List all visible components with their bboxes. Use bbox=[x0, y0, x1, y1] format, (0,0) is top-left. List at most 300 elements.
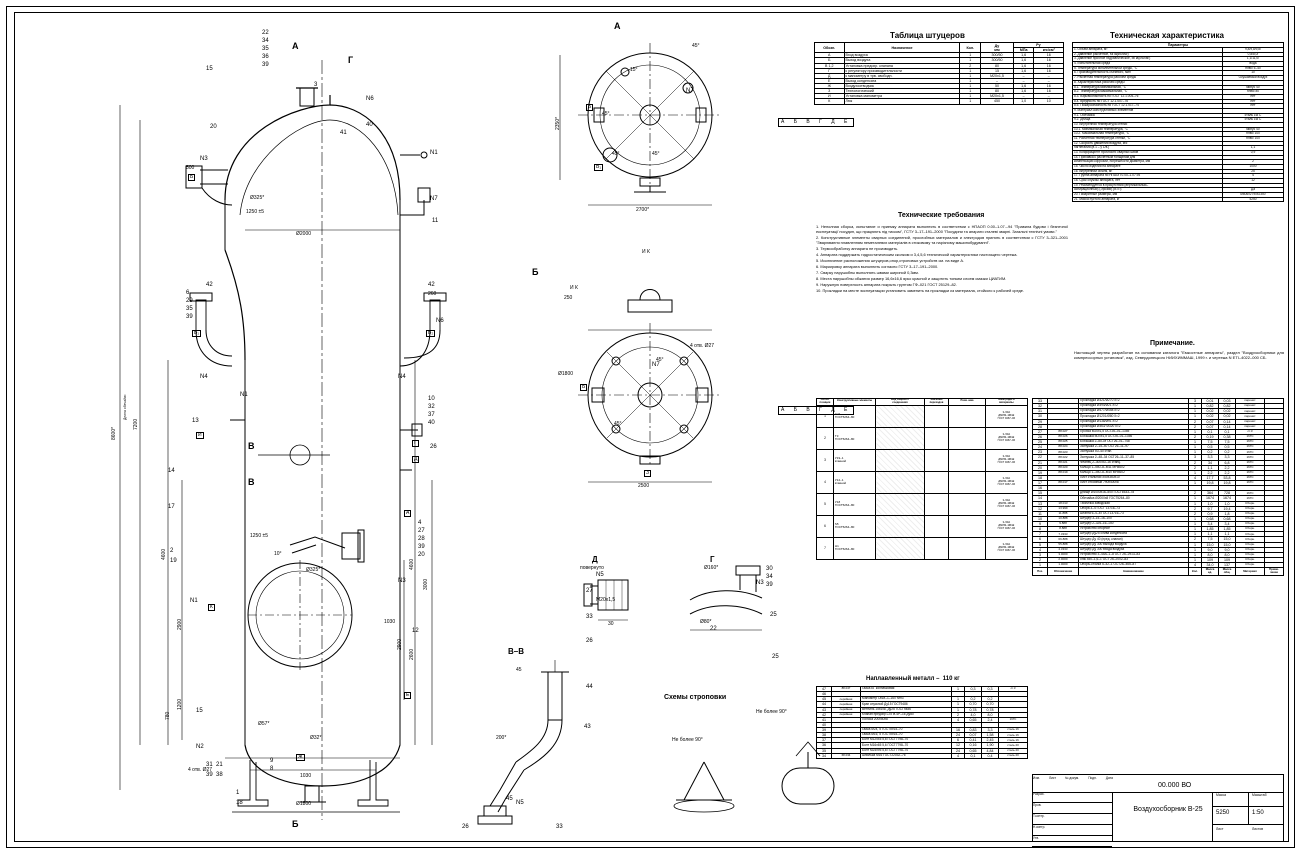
table-cell: 50 bbox=[981, 84, 1014, 89]
fastener-material-cell: 16ГС bbox=[999, 717, 1028, 722]
tech-req-list bbox=[816, 224, 1068, 294]
table-cell: 1,6 bbox=[1013, 53, 1034, 58]
spec-name-cell: Днище Ø1000х16–500 ГОСТ6533–78 bbox=[1079, 491, 1189, 496]
spec-pos-cell: 17 bbox=[1033, 481, 1048, 486]
spec-material-cell: Сборн. bbox=[1236, 552, 1265, 557]
table-cell bbox=[924, 449, 949, 471]
dim-1000deg: 1030 bbox=[384, 619, 396, 625]
spec-code-cell: 66.888 bbox=[1048, 537, 1079, 542]
table-cell: нет bbox=[1223, 99, 1284, 104]
spec-mass-unit-cell: 3,3 bbox=[1202, 455, 1219, 460]
callout-8: 8 bbox=[270, 766, 274, 772]
table-cell: аспирационный) (Эрозии) (ВТП) bbox=[1073, 188, 1223, 193]
spec-material-cell: Сборн. bbox=[1236, 506, 1265, 511]
spec-material-cell: Сборн. bbox=[1236, 516, 1265, 521]
table-cell bbox=[924, 471, 949, 493]
table-cell: 25 bbox=[1223, 169, 1284, 174]
callout-9: 9 bbox=[270, 758, 274, 764]
table-cell: 9.2. Днища bbox=[1073, 118, 1223, 123]
weld-symbol-cell bbox=[876, 471, 924, 493]
spec-mass-unit-cell: 0,19 bbox=[1202, 434, 1219, 439]
fastener-pos-cell: 39 bbox=[817, 728, 832, 733]
balloon-b-viewb: Б bbox=[582, 384, 586, 390]
spec-material-cell: Сборн. bbox=[1236, 542, 1265, 547]
stamp-field-label: Лист bbox=[1049, 776, 1056, 780]
fastener-pos-cell: 47 bbox=[817, 687, 832, 692]
fastener-material-cell: ст.3 bbox=[999, 687, 1028, 692]
spec-code-cell: 88.023 bbox=[1048, 450, 1079, 455]
table-header-cell: МПа bbox=[1013, 48, 1034, 53]
fastener-material-cell: сталь 20 bbox=[999, 748, 1028, 753]
table-cell: К bbox=[815, 99, 845, 104]
dim-view-b-250: 250 bbox=[564, 295, 573, 301]
fastener-material-cell: сталь 16 bbox=[999, 733, 1028, 738]
table-header-cell: Значение переходов bbox=[924, 399, 949, 406]
spec-mass-unit-cell: 0,5 bbox=[1202, 445, 1219, 450]
table-cell: 1,6 bbox=[1013, 68, 1034, 73]
tech-req-item: 4. Аппарата поддержать гидростатическим сколком и 3,4,5,6 технической характеристики настоящего чертежа. bbox=[816, 252, 1018, 257]
fastener-pos-cell: 40 bbox=[817, 722, 832, 727]
spec-pos-cell: 22 bbox=[1033, 455, 1048, 460]
table-cell: Осушаемый воздух bbox=[1223, 76, 1284, 81]
table-cell bbox=[924, 537, 949, 559]
callout-25b: 25 bbox=[772, 654, 779, 660]
note-text: Настоящий чертеж разработан на основании каталога "Емкостные аппараты", раздел "Воздухосборники для компрессорных установок", изд. Севердонецкого НИИХИММАШ, 1999 г. и чертежа N ETI–4022–000 СБ. bbox=[1074, 350, 1284, 361]
spec-pos-cell: 6 bbox=[1033, 537, 1048, 542]
callout-34b: 34 bbox=[766, 574, 773, 580]
table-cell: 5. Температура исполнительной среды, °C bbox=[1073, 66, 1223, 71]
table-cell: З bbox=[815, 89, 845, 94]
table-cell: плюс 100 bbox=[1223, 132, 1284, 137]
spec-mass-total-cell: 3,3 bbox=[1219, 455, 1236, 460]
weld-symbol-cell bbox=[876, 449, 924, 471]
table-cell: 3–50А ДМЛМ–ЭБ/Ш ГОСТ 9467–96 bbox=[985, 449, 1027, 471]
spec-name-cell: Прокладка Ø477/Ø458 δ=2 bbox=[1079, 409, 1189, 414]
spec-pos-cell: 10 bbox=[1033, 516, 1048, 521]
dim-detail-g-160: Ø160* bbox=[704, 565, 719, 571]
spec-mass-total-cell: 2,2 bbox=[1219, 470, 1236, 475]
callout-44: 44 bbox=[586, 684, 593, 690]
table-cell: 10. Внутренняя температура стенки bbox=[1073, 122, 1223, 127]
spec-pos-cell: 5 bbox=[1033, 542, 1048, 547]
table-cell: 15. Число изделий на аппарате bbox=[1073, 164, 1223, 169]
fastener-mass-unit-cell: 0,83 bbox=[965, 728, 982, 733]
table-cell: Н1 ГОСТ5264–80 bbox=[833, 537, 876, 559]
table-cell: 80 bbox=[981, 63, 1014, 68]
table-cell: 11. Расчетная температура стенки, °C bbox=[1073, 136, 1223, 141]
spec-material-cell: Сборн. bbox=[1236, 537, 1265, 542]
table-cell: Д bbox=[815, 73, 845, 78]
spec-name-cell: Пробка М20х1,5 ОСТ26–01–1355 bbox=[1079, 429, 1189, 434]
table-header-cell: Наименование bbox=[1079, 568, 1189, 575]
spec-mass-total-cell: 0,14 bbox=[1219, 419, 1236, 424]
section-arrow-a-top: А bbox=[292, 41, 299, 51]
weld-spec-table bbox=[816, 398, 1028, 560]
fastener-mass-total-cell: 1,58 bbox=[982, 733, 999, 738]
fastener-code-cell: серийная bbox=[832, 697, 861, 702]
balloon-b-top: Б bbox=[190, 174, 194, 180]
stamp-role-row: Пров. bbox=[1032, 803, 1112, 814]
spec-pos-cell: 29 bbox=[1033, 419, 1048, 424]
table-cell: 8.4. Вредность по ГОСТ 12.1.007–76 bbox=[1073, 99, 1223, 104]
fastener-name-cell: Кран спускной Ду15 ГОСТ9486 bbox=[861, 702, 952, 707]
fastener-pos-cell: 41 bbox=[817, 717, 832, 722]
view-d-label: Д bbox=[592, 555, 598, 564]
spec-mass-unit-cell: 17,7 bbox=[1202, 475, 1219, 480]
stamp-field-label: Подп. bbox=[1088, 776, 1097, 780]
balloon-v-viewa: В₁ bbox=[596, 164, 602, 170]
table-cell: Т3 ГОСТ5264–80 bbox=[833, 427, 876, 449]
table-header-cell: Ру bbox=[1013, 43, 1063, 48]
spec-qty-cell: 1 bbox=[1189, 522, 1202, 527]
table-cell: 16 bbox=[1034, 53, 1064, 58]
spec-name-cell: Устройство 3–45А–1–8 ОСТ 26–2913–83 bbox=[1079, 552, 1189, 557]
callout-30: 30 bbox=[766, 566, 773, 572]
table-cell: 3–50А ДМЛМ–ЭБ/Ш ГОСТ 9467–96 bbox=[985, 427, 1027, 449]
table-cell: к манометру в трв. свободн. bbox=[844, 73, 960, 78]
callout-1: 1 bbox=[236, 790, 240, 796]
fastener-name-cell: Манометр ОБМ–1–160 тип3 bbox=[861, 697, 952, 702]
table-cell: М20х1,5 bbox=[981, 73, 1014, 78]
nozzle-tag-n3c: N3 bbox=[756, 580, 764, 586]
spec-qty-cell: 1 bbox=[1189, 445, 1202, 450]
table-cell: плюс 100 bbox=[1223, 136, 1284, 141]
weld-symbol-cell bbox=[876, 515, 924, 537]
spec-name-cell: Штуцер 3–15–16–100 bbox=[1079, 516, 1189, 521]
spec-name-cell: Заглушка 50–40 стан. bbox=[1079, 450, 1189, 455]
table-cell: 3–50А ДМЛМ–ЭБ/Ш ГОСТ 9467–96 bbox=[985, 515, 1027, 537]
dim-45deg-a3: 45° bbox=[612, 151, 620, 157]
table-cell: 8.1. Температура минимальная, °C bbox=[1073, 85, 1223, 90]
table-cell: Установка предохр. клапана bbox=[844, 63, 960, 68]
callout-15b: 15 bbox=[196, 708, 203, 714]
sling-note-1: Не более 90° bbox=[756, 709, 787, 715]
table-cell: 1,6 bbox=[1013, 58, 1034, 63]
callout-4: 4 bbox=[418, 520, 422, 526]
table-cell: А bbox=[815, 53, 845, 58]
spec-code-cell: 88.021 bbox=[1048, 460, 1079, 465]
fastener-pos-cell: 43 bbox=[817, 707, 832, 712]
table-cell: 16 bbox=[1034, 89, 1064, 94]
table-cell: 9,8/9,8/9,8/ bbox=[1223, 48, 1284, 53]
spec-mass-unit-cell: 8,0 bbox=[1202, 552, 1219, 557]
spec-material-cell: 16ГС bbox=[1236, 491, 1265, 496]
spec-name-cell: Люк 450–1,6–1 ОСТ 26–2002–83 bbox=[1079, 557, 1189, 562]
callout-39d: 39 bbox=[418, 544, 425, 550]
table-cell: 1 bbox=[960, 73, 981, 78]
table-header-cell: Назначение bbox=[844, 43, 960, 53]
stamp-field-label: Изм. bbox=[1033, 776, 1040, 780]
spec-code-cell: 4.3333 bbox=[1048, 547, 1079, 552]
table-cell: 12 bbox=[1223, 178, 1284, 183]
table-cell: S5 ГОСТ5264–80 bbox=[833, 515, 876, 537]
table-cell: 14. Прибавка к расчетным толщинам для bbox=[1073, 155, 1223, 160]
dim-view-a-2700: 2700* bbox=[636, 207, 650, 213]
fastener-code-cell: серийная bbox=[832, 707, 861, 712]
spec-code-cell: 9.888 bbox=[1048, 522, 1079, 527]
balloon-v1: В₁ bbox=[194, 330, 200, 336]
spec-pos-cell: 24 bbox=[1033, 445, 1048, 450]
spec-qty-cell: 1 bbox=[1189, 516, 1202, 521]
table-cell: 18. Срок службы аппарата, лет bbox=[1073, 178, 1223, 183]
fastener-qty-cell: 1 bbox=[952, 687, 965, 692]
dim-shell-height: 7200 bbox=[133, 418, 139, 430]
table-cell: Да bbox=[1223, 188, 1284, 193]
nozzle-tag-n5b: N5 bbox=[516, 800, 524, 806]
spec-name-cell: Кольцо 1–550–8–М11 МН4602 bbox=[1079, 465, 1189, 470]
spec-pos-cell: 13 bbox=[1033, 501, 1048, 506]
spec-mass-total-cell: 6,8 bbox=[1219, 460, 1236, 465]
table-cell bbox=[949, 405, 985, 427]
spec-qty-cell: 2 bbox=[1189, 491, 1202, 496]
fastener-qty-cell: 24 bbox=[952, 748, 965, 753]
table-cell: минус 40 bbox=[1223, 85, 1284, 90]
spec-mass-unit-cell: 1,0 bbox=[1202, 501, 1219, 506]
fastener-name-cell: Гайка М24, 5 ГОСТ5915–70 bbox=[861, 728, 952, 733]
table-cell: 2 bbox=[817, 427, 834, 449]
spec-qty-cell: 4 bbox=[1189, 563, 1202, 568]
table-cell: 3. Давление пробное гидравлическое, МПа(кгс/см²) bbox=[1073, 57, 1223, 62]
fastener-pos-cell: 46 bbox=[817, 692, 832, 697]
spec-material-cell: Сборн. bbox=[1236, 511, 1265, 516]
view-d-sub-label: повернуто bbox=[580, 565, 604, 571]
spec-qty-cell: 1 bbox=[1189, 440, 1202, 445]
stamp-role-row: Утв. bbox=[1032, 836, 1112, 847]
table-header-cell: Обозн. позиции bbox=[817, 399, 834, 406]
spec-mass-unit-cell: 109 bbox=[1202, 557, 1219, 562]
fastener-mass-unit-cell: 0,07 bbox=[965, 733, 982, 738]
table-cell: – bbox=[1013, 78, 1034, 83]
dim-45deg-a4: 45° bbox=[652, 151, 660, 157]
callout-21: 21 bbox=[216, 762, 223, 768]
table-cell: 1,1 bbox=[1223, 146, 1284, 151]
fastener-mass-unit-cell: 0,65 bbox=[965, 717, 982, 722]
nozzle-tag-n6b: N6 bbox=[436, 318, 444, 324]
callout-42b: 42 bbox=[428, 282, 435, 288]
callout-14: 14 bbox=[168, 468, 175, 474]
table-cell: 16. Внутренний объем, м³ bbox=[1073, 169, 1223, 174]
table-cell: 10 bbox=[1223, 71, 1284, 76]
fastener-name-cell: Клапан предохр.СППК 4Р–16 Ду80 bbox=[861, 712, 952, 717]
fastener-qty-cell: 12 bbox=[952, 743, 965, 748]
spec-mass-total-cell: 19,8 bbox=[1219, 481, 1236, 486]
callout-43: 43 bbox=[584, 724, 591, 730]
table-cell: 1,1/11,0/ bbox=[1223, 57, 1284, 62]
nozzle-tag-n1: N1 bbox=[430, 150, 438, 156]
reference-box-a: А Б В Г Д Е bbox=[778, 118, 854, 127]
spec-code-cell: 88.017 bbox=[1048, 481, 1079, 486]
spec-pos-cell: 1 bbox=[1033, 563, 1048, 568]
spec-material-cell: 16ГС bbox=[1236, 496, 1265, 501]
table-cell: В 1,2 bbox=[815, 63, 845, 68]
table-cell: 2 bbox=[1223, 160, 1284, 165]
dim-vv-200: 200* bbox=[496, 735, 507, 741]
spec-material-cell: паронит bbox=[1236, 409, 1265, 414]
table-cell: 10 bbox=[1034, 99, 1064, 104]
spec-qty-cell: 1 bbox=[1189, 450, 1202, 455]
table-cell: 15 bbox=[981, 68, 1014, 73]
dim-260: 260 bbox=[428, 291, 437, 297]
fastener-qty-cell: 1 bbox=[952, 697, 965, 702]
table-row bbox=[817, 537, 1028, 559]
title-block-scale-value: 1:50 bbox=[1252, 810, 1264, 816]
fastener-mass-total-cell: 2,45 bbox=[982, 738, 999, 743]
fastener-mass-total-cell: 8,0 bbox=[982, 712, 999, 717]
table-cell: 1 bbox=[960, 89, 981, 94]
spec-name-cell: Обечайка Ø2000х8 ГОСТ5264–80 bbox=[1079, 496, 1189, 501]
tech-req-title: Технические требования bbox=[898, 212, 985, 219]
table-cell: 9. Материал конструктивных элементов bbox=[1073, 108, 1223, 113]
callout-35: 35 bbox=[186, 306, 193, 312]
spec-mass-total-cell: 0,02 bbox=[1219, 409, 1236, 414]
nozzle-tag-n4b: N4 bbox=[398, 374, 406, 380]
tech-req-item: 3. Термообработку аппарата не производить. bbox=[816, 246, 899, 251]
title-block-mass-label: Масса bbox=[1216, 793, 1227, 797]
spec-mass-unit-cell: 1,1 bbox=[1202, 532, 1219, 537]
spec-qty-cell: 1 bbox=[1189, 404, 1202, 409]
table-cell: 3–50А ДМЛМ–ЭБ/Ш ГОСТ 9467–96 bbox=[985, 493, 1027, 515]
spec-mass-unit-cell: 1,85 bbox=[1202, 527, 1219, 532]
spec-material-cell: 16ГС bbox=[1236, 434, 1265, 439]
dim-780: 780 bbox=[165, 711, 171, 720]
view-g-label: Г bbox=[710, 555, 715, 564]
spec-mass-total-cell: 0,2 bbox=[1219, 450, 1236, 455]
table-cell: 8. Характеристика рабочей среды bbox=[1073, 80, 1223, 85]
balloon-g-mid: Г bbox=[414, 440, 417, 446]
spec-material-cell: Сборн. bbox=[1236, 557, 1265, 562]
dim-holes: 4 отв. Ø27 bbox=[188, 767, 213, 773]
spec-code-cell: 88.022 bbox=[1048, 455, 1079, 460]
spec-name-cell: Опора–стойка 5–42–1 ОСТ26–465–87 bbox=[1079, 563, 1189, 568]
callout-22b: 22 bbox=[710, 626, 717, 632]
spec-pos-cell: 27 bbox=[1033, 429, 1048, 434]
dim-d325: Ø325* bbox=[250, 195, 265, 201]
spec-material-cell: Сборн. bbox=[1236, 563, 1265, 568]
table-row bbox=[817, 515, 1028, 537]
callout-27: 27 bbox=[418, 528, 425, 534]
spec-material-cell: паронит bbox=[1236, 419, 1265, 424]
spec-mass-unit-cell: 3,4 bbox=[1202, 522, 1219, 527]
callout-38: 38 bbox=[216, 772, 223, 778]
fasteners-table bbox=[816, 686, 1028, 759]
table-footer-row bbox=[1033, 568, 1284, 575]
table-cell: Е bbox=[815, 78, 845, 83]
spec-code-cell: 8.888 bbox=[1048, 527, 1079, 532]
spec-qty-cell: 2 bbox=[1189, 506, 1202, 511]
table-cell: 1,6 bbox=[1013, 89, 1034, 94]
fastener-qty-cell: 4 bbox=[952, 753, 965, 758]
nozzle-tag-n6: N6 bbox=[366, 96, 374, 102]
callout-20: 20 bbox=[210, 124, 217, 130]
spec-mass-total-cell: 1,8 bbox=[1219, 511, 1236, 516]
spec-pos-cell: 16 bbox=[1033, 486, 1048, 491]
table-cell: сталь 16ГС bbox=[1223, 113, 1284, 118]
table-cell: 1 bbox=[960, 84, 981, 89]
spec-name-cell: Штуцер Ду 300 входа воздуха bbox=[1079, 547, 1189, 552]
fastener-pos-cell: 36 bbox=[817, 743, 832, 748]
balloon-e: Е bbox=[406, 692, 410, 698]
spec-mass-total-cell: 0,02 bbox=[1219, 414, 1236, 419]
table-header-cell: Обозначение bbox=[1048, 568, 1079, 575]
spec-name-cell: Штуцер Ду 40 (пред. клапан) bbox=[1079, 537, 1189, 542]
spec-material-cell: Сборн. bbox=[1236, 501, 1265, 506]
table-cell: – bbox=[1013, 94, 1034, 99]
spec-mass-total-cell: 0,38 bbox=[1219, 434, 1236, 439]
table-row bbox=[815, 99, 1064, 104]
dim-2900-right: 2900 bbox=[397, 638, 403, 650]
spec-code-cell: 88.024 bbox=[1048, 445, 1079, 450]
spec-qty-cell: 1 bbox=[1189, 527, 1202, 532]
tech-char-table bbox=[1072, 42, 1284, 202]
dim-4000: 4600 bbox=[409, 558, 415, 570]
spec-material-cell: Сборн. bbox=[1236, 532, 1265, 537]
spec-qty-cell: 1 bbox=[1189, 557, 1202, 562]
spec-qty-cell: 1 bbox=[1189, 470, 1202, 475]
callout-40: 40 bbox=[366, 122, 373, 128]
spec-qty-cell: 1 bbox=[1189, 496, 1202, 501]
table-header-cell: Электроды и материалы bbox=[985, 399, 1027, 406]
fastener-mass-unit-cell: 0,2 bbox=[965, 697, 982, 702]
table-cell: – bbox=[1034, 73, 1064, 78]
spec-mass-unit-cell: 0,02 bbox=[1202, 414, 1219, 419]
balloon-3-viewb: З bbox=[646, 470, 650, 476]
spec-pos-cell: 26 bbox=[1033, 434, 1048, 439]
fastener-mass-unit-cell: 0,1 bbox=[965, 753, 982, 758]
table-cell: 1,0 bbox=[1013, 99, 1034, 104]
spec-material-cell: паронит bbox=[1236, 399, 1265, 404]
nozzle-tag-n1b: N1 bbox=[240, 392, 248, 398]
fastener-mass-unit-cell: 0,41 bbox=[965, 738, 982, 743]
spec-code-cell: 3.0000 bbox=[1048, 552, 1079, 557]
spec-mass-unit-cell: 9,7 bbox=[1202, 506, 1219, 511]
spec-pos-cell: 8 bbox=[1033, 527, 1048, 532]
stamp-field-label: Дата bbox=[1105, 776, 1113, 780]
fastener-name-cell: Болт М24х95 5,6 ГОСТ7798–70 bbox=[861, 748, 952, 753]
spec-qty-cell: 2 bbox=[1189, 465, 1202, 470]
fastener-name-cell: Болт М12х45 5,6 ГОСТ7798–70 bbox=[861, 738, 952, 743]
table-cell: С21 ГОСТ5264–80 bbox=[833, 405, 876, 427]
nozzle-tag-n7b: N7 bbox=[652, 362, 660, 368]
table-cell: Установка манометра bbox=[844, 94, 960, 99]
spec-mass-unit-cell: 9,0 bbox=[1202, 547, 1219, 552]
dim-45deg-a2: 45° bbox=[602, 111, 610, 117]
dim-view-b-holes: 4 отв. Ø27 bbox=[690, 343, 715, 349]
spec-mass-total-cell: 9,0 bbox=[1219, 547, 1236, 552]
spec-material-cell: ст.3 bbox=[1236, 429, 1265, 434]
table-cell: 10.2. Максимальная температура, °C bbox=[1073, 132, 1223, 137]
stamp-role-row: Т.контр. bbox=[1032, 814, 1112, 825]
spec-mass-unit-cell: 364 bbox=[1202, 491, 1219, 496]
callout-20b: 20 bbox=[418, 552, 425, 558]
spec-material-cell: 16ГС bbox=[1236, 445, 1265, 450]
table-cell: Воздухоотводчик bbox=[844, 84, 960, 89]
spec-name-cell: Лист стальной δ50х360х10 bbox=[1079, 475, 1189, 480]
nozzle-tag-n2: N2 bbox=[196, 744, 204, 750]
table-cell: Технологический bbox=[844, 89, 960, 94]
title-block-product-name: Воздухосборник В-25 bbox=[1133, 806, 1203, 813]
fastener-pos-cell: 45 bbox=[817, 697, 832, 702]
table-cell: У18 ГОСТ5264–80 bbox=[833, 493, 876, 515]
spec-code-cell: 11.888 bbox=[1048, 511, 1079, 516]
title-block-header-row bbox=[1032, 776, 1114, 780]
fastener-qty-cell: 24 bbox=[952, 733, 965, 738]
spec-mass-total-cell: 109 bbox=[1219, 557, 1236, 562]
spec-pos-cell: 15 bbox=[1033, 491, 1048, 496]
spec-name-cell: Табличка заводская bbox=[1079, 501, 1189, 506]
nozzle-tag-n7a: N7 bbox=[686, 88, 694, 94]
fastener-qty-cell: 16 bbox=[952, 728, 965, 733]
weld-symbol-cell bbox=[876, 405, 924, 427]
